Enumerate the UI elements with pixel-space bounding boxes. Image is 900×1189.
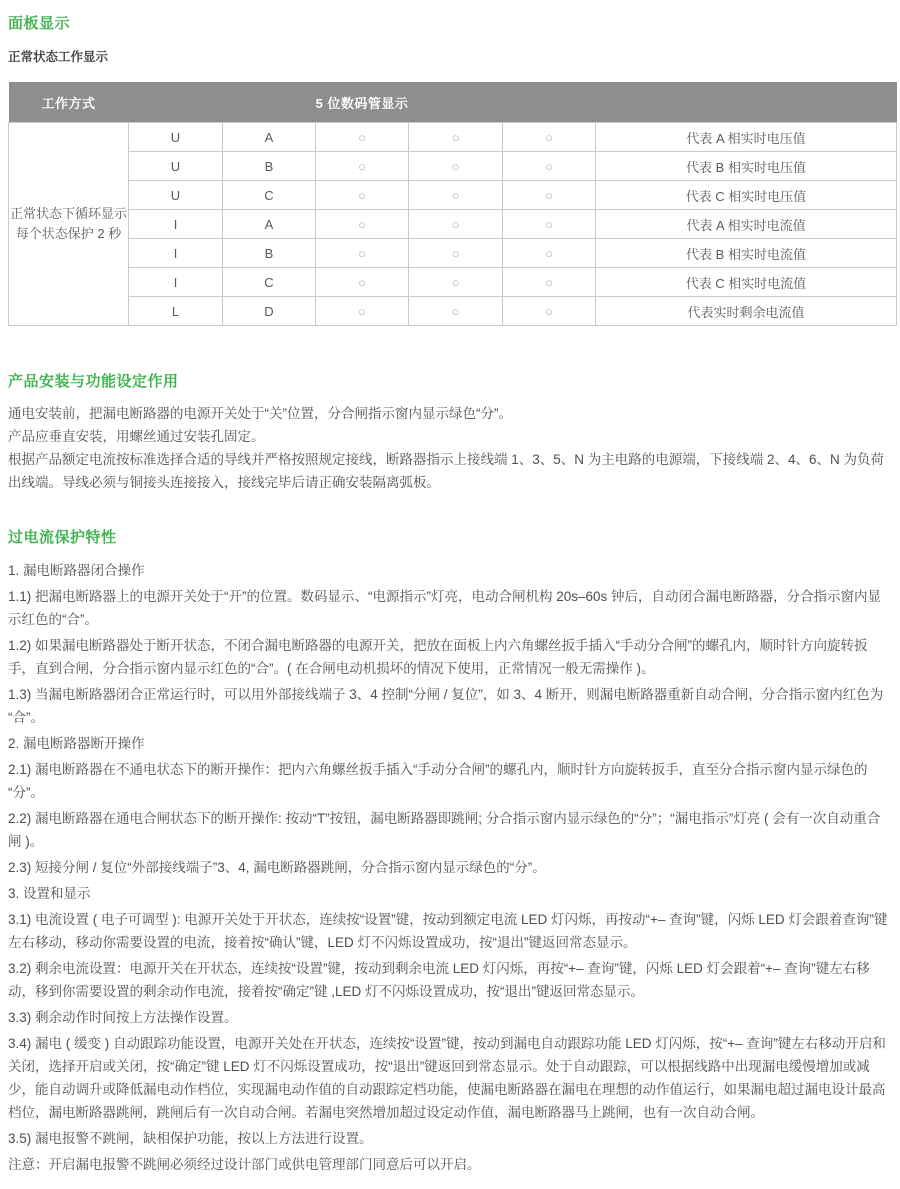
- protection-item: 3.3) 剩余动作时间按上方法操作设置。: [8, 1010, 238, 1025]
- table-cell-circle: [503, 239, 596, 268]
- table-cell-circle: [503, 123, 596, 152]
- install-paragraph: 产品应垂直安装，用螺丝通过安装孔固定。: [8, 429, 265, 444]
- table-cell-symbol: U: [129, 181, 223, 210]
- table-cell-circle: [503, 210, 596, 239]
- protection-item: 3.4) 漏电 ( 缓变 ) 自动跟踪功能设置，电源开关处在开状态，连续按“设置”键，按动到漏电自动跟踪功能 LED 灯闪烁，按“+– 查询”键左右移动开启和关闭，选择开启或关闭，按“确定”键 LED 灯不闪烁设置成功，按“退出”键返回到常态显示。处于自动跟踪，可以根据线路中出现漏电缓慢增加或减少，能自动调升或降低漏电动作档位，实现漏电动作值的自动跟踪定档功能，使漏电断路器在漏电在理想的动作值运行，如果漏电超过漏电设计最高档位，漏电断路器跳闸，跳闸后有一次自动合闸。若漏电突然增加超过设定动作值，漏电断路器马上跳闸，也有一次自动合闸。: [8, 1036, 886, 1120]
- table-cell-circle: [409, 297, 503, 326]
- table-cell-circle: [316, 239, 409, 268]
- table-row: [9, 210, 897, 239]
- table-cell-desc: 代表 A 相实时电压值: [596, 123, 897, 152]
- circle-indicator-icon: ○: [358, 274, 366, 290]
- table-cell-circle: [409, 152, 503, 181]
- table-cell-symbol: A: [223, 123, 316, 152]
- table-row: [9, 123, 897, 152]
- table-cell-desc: 代表 B 相实时电压值: [596, 152, 897, 181]
- table-cell-symbol: B: [223, 239, 316, 268]
- protection-item: 2.2) 漏电断路器在通电合闸状态下的断开操作: 按动“T”按钮，漏电断路器即跳闸; 分合指示窗内显示绿色的“分”；“漏电指示”灯亮 ( 会有一次自动重合闸 )。: [8, 811, 881, 849]
- panel-subtitle: 正常状态工作显示: [8, 50, 109, 64]
- table-cell-circle: [409, 210, 503, 239]
- section-title-protection: 过电流保护特性: [8, 529, 117, 546]
- circle-indicator-icon: ○: [451, 129, 460, 145]
- circle-indicator-icon: ○: [451, 303, 460, 319]
- table-cell-desc: 代表 C 相实时电压值: [596, 181, 897, 210]
- table-cell-circle: [409, 181, 503, 210]
- table-cell-symbol: C: [223, 268, 316, 297]
- table-cell-symbol: A: [223, 210, 316, 239]
- circle-indicator-icon: ○: [358, 187, 366, 203]
- circle-indicator-icon: ○: [545, 158, 553, 174]
- table-row: [9, 181, 897, 210]
- table-row: [9, 268, 897, 297]
- table-cell-desc: 代表 B 相实时电流值: [596, 239, 897, 268]
- table-cell-circle: [316, 268, 409, 297]
- table-cell-circle: [503, 181, 596, 210]
- section-overcurrent-protection: [8, 526, 892, 1176]
- table-cell-symbol: U: [129, 123, 223, 152]
- table-cell-desc: 代表 A 相实时电流值: [596, 210, 897, 239]
- circle-indicator-icon: ○: [358, 245, 366, 261]
- protection-item: 1.3) 当漏电断路器闭合正常运行时，可以用外部接线端子 3、4 控制“分闸 / 复位”，如 3、4 断开，则漏电断路器重新自动合闸，分合指示窗内红色为“合”。: [8, 687, 884, 725]
- circle-indicator-icon: ○: [545, 303, 553, 319]
- table-cell-symbol: B: [223, 152, 316, 181]
- protection-item: 1. 漏电断路器闭合操作: [8, 563, 145, 578]
- table-cell-symbol: C: [223, 181, 316, 210]
- protection-item: 注意：开启漏电报警不跳闸必须经过设计部门或供电管理部门同意后可以开启。: [8, 1157, 481, 1172]
- table-cell-symbol: I: [129, 210, 223, 239]
- circle-indicator-icon: ○: [545, 187, 553, 203]
- table-header-spacer: [596, 82, 897, 123]
- circle-indicator-icon: ○: [451, 274, 460, 290]
- install-paragraph: 通电安装前，把漏电断路器的电源开关处于“关”位置，分合闸指示窗内显示绿色“分”。: [8, 406, 512, 421]
- circle-indicator-icon: ○: [451, 245, 460, 261]
- table-row: [9, 152, 897, 181]
- section-panel-display: [8, 12, 892, 326]
- protection-item: 3.2) 剩余电流设置：电源开关在开状态，连续按“设置”键，按动到剩余电流 LED 灯闪烁，再按“+– 查询”键，闪烁 LED 灯会跟着“+– 查询”键左右移动，移到你需要设置的剩余动作电流，接着按“确定”键 ,LED 灯不闪烁设置成功，按“退出”键返回常态显示。: [8, 961, 870, 999]
- protection-item: 3.1) 电流设置 ( 电子可调型 ): 电源开关处于开状态，连续按“设置”键，按动到额定电流 LED 灯闪烁，再按动“+– 查询”键，闪烁 LED 灯会跟着查询”键左右移动，移动你需要设置的电流，接着按“确认”键，LED 灯不闪烁设置成功，按“退出”键返回常态显示。: [8, 912, 888, 950]
- circle-indicator-icon: ○: [358, 303, 366, 319]
- circle-indicator-icon: ○: [451, 187, 460, 203]
- circle-indicator-icon: ○: [545, 216, 553, 232]
- protection-item: 2. 漏电断路器断开操作: [8, 736, 145, 751]
- table-cell-circle: [316, 210, 409, 239]
- table-header-digital-display: 5 位数码管显示: [129, 82, 596, 123]
- circle-indicator-icon: ○: [545, 245, 553, 261]
- table-row: [9, 297, 897, 326]
- table-cell-symbol: L: [129, 297, 223, 326]
- table-header-work-mode: 工作方式: [9, 82, 129, 123]
- circle-indicator-icon: ○: [358, 129, 366, 145]
- circle-indicator-icon: ○: [358, 216, 366, 232]
- section-installation: [8, 370, 892, 494]
- install-paragraph: 根据产品额定电流按标准选择合适的导线并严格按照规定接线，断路器指示上接线端 1、3、5、N 为主电路的电源端，下接线端 2、4、6、N 为负荷出线端。导线必须与铜接头连接接入，接线完毕后请正确安装隔离弧板。: [8, 452, 885, 490]
- table-cell-circle: [316, 297, 409, 326]
- table-cell-circle: [503, 268, 596, 297]
- section-title-panel: 面板显示: [8, 15, 71, 32]
- protection-item: 3.5) 漏电报警不跳闸，缺相保护功能，按以上方法进行设置。: [8, 1131, 373, 1146]
- table-header-row: [9, 82, 897, 123]
- protection-item: 1.1) 把漏电断路器上的电源开关处于“开”的位置。数码显示、“电源指示”灯亮，电动合闸机构 20s–60s 钟后，自动闭合漏电断路器，分合指示窗内显示红色的“合”。: [8, 589, 882, 627]
- circle-indicator-icon: ○: [451, 216, 460, 232]
- section-title-installation: 产品安装与功能设定作用: [8, 373, 179, 390]
- table-cell-row-label: 正常状态下循环显示每个状态保护 2 秒: [9, 123, 129, 326]
- table-cell-circle: [503, 297, 596, 326]
- table-cell-symbol: U: [129, 152, 223, 181]
- table-cell-symbol: I: [129, 239, 223, 268]
- protection-item: 2.1) 漏电断路器在不通电状态下的断开操作：把内六角螺丝扳手插入“手动分合闸”的螺孔内，顺时针方向旋转扳手，直至分合指示窗内显示绿色的“分”。: [8, 762, 868, 800]
- table-cell-symbol: D: [223, 297, 316, 326]
- table-cell-symbol: I: [129, 268, 223, 297]
- protection-item: 3. 设置和显示: [8, 886, 91, 901]
- table-cell-circle: [503, 152, 596, 181]
- table-cell-circle: [409, 123, 503, 152]
- circle-indicator-icon: ○: [358, 158, 366, 174]
- protection-item: 1.2) 如果漏电断路器处于断开状态，不闭合漏电断路器的电源开关，把放在面板上内六角螺丝扳手插入“手动分合闸”的螺孔内，顺时针方向旋转扳手，直到合闸，分合指示窗内显示红色的“合”。( 在合闸电动机损坏的情况下使用，正常情况一般无需操作 )。: [8, 638, 868, 676]
- protection-item: 2.3) 短接分闸 / 复位“外部接线端子”3、4, 漏电断路器跳闸，分合指示窗内显示绿色的“分”。: [8, 860, 546, 875]
- table-cell-circle: [409, 239, 503, 268]
- table-cell-circle: [316, 152, 409, 181]
- circle-indicator-icon: ○: [545, 129, 553, 145]
- table-cell-circle: [409, 268, 503, 297]
- table-cell-circle: [316, 123, 409, 152]
- table-cell-desc: 代表 C 相实时电流值: [596, 268, 897, 297]
- table-cell-desc: 代表实时剩余电流值: [596, 297, 897, 326]
- circle-indicator-icon: ○: [545, 274, 553, 290]
- table-row: [9, 239, 897, 268]
- panel-display-table: [8, 82, 897, 326]
- circle-indicator-icon: ○: [451, 158, 460, 174]
- table-cell-circle: [316, 181, 409, 210]
